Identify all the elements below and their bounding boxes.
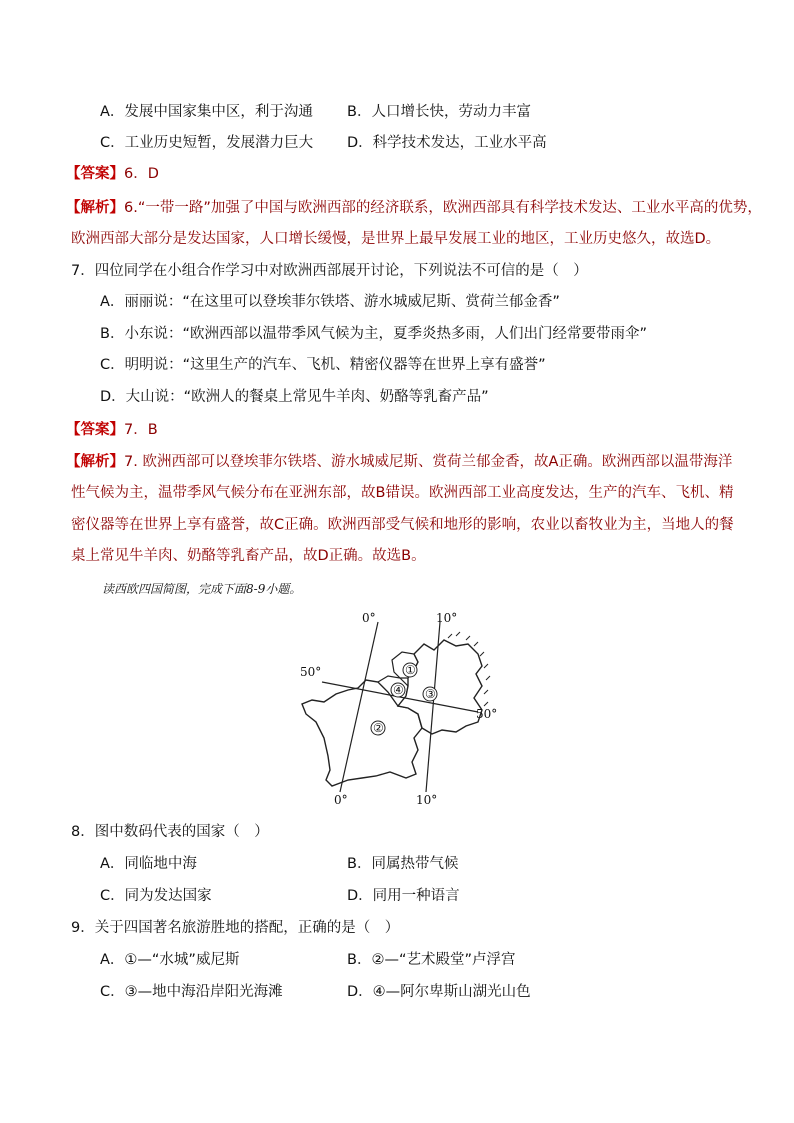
q9-option-d: D．④—阿尔卑斯山湖光山色 [347, 984, 531, 1000]
q6-option-c: C．工业历史短暂，发展潜力巨大 [100, 135, 314, 151]
q6-analysis-line1: 【解析】6.“一带一路”加强了中国与欧洲西部的经济联系，欧洲西部具有科学技术发达、工业水平高的优势， [66, 200, 762, 216]
q9-option-b: B．②—“艺术殿堂”卢浮宫 [347, 952, 516, 968]
answer-label: 【答案】 [66, 422, 124, 438]
q7-option-c: C．明明说：“这里生产的汽车、飞机、精密仪器等在世界上享有盛誉” [100, 357, 546, 373]
q7-stem: 7．四位同学在小组合作学习中对欧洲西部展开讨论，下列说法不可信的是（ ） [71, 263, 588, 279]
q8-option-b: B．同属热带气候 [347, 856, 459, 872]
lon-bottom-right: 10° [416, 793, 438, 807]
q7-option-d: D．大山说：“欧洲人的餐桌上常见牛羊肉、奶酪等乳畜产品” [100, 389, 489, 405]
lon-bottom-left: 0° [334, 793, 348, 807]
q7-answer [66, 420, 158, 440]
q9-option-a: A．①—“水城”威尼斯 [100, 952, 240, 968]
western-europe-map [296, 610, 500, 808]
q7-analysis-line3: 密仪器等在世界上享有盛誉，故C正确。欧洲西部受气候和地形的影响，农业以畜牧业为主，当地人的餐 [71, 517, 734, 533]
q7-analysis-line1: 【解析】7. 欧洲西部可以登埃菲尔铁塔、游水城威尼斯、赏荷兰郁金香，故A正确。欧洲西部以温带海洋 [66, 454, 733, 470]
lat-right: 50° [476, 707, 498, 721]
q8-stem: 8．图中数码代表的国家（ ） [71, 824, 269, 840]
q7-option-b: B．小东说：“欧洲西部以温带季风气候为主，夏季炎热多雨，人们出门经常要带雨伞” [100, 326, 647, 342]
q8-option-a: A．同临地中海 [100, 856, 197, 872]
lon-top-left: 0° [362, 611, 376, 625]
map-caption: 读西欧四国简图，完成下面8-9小题。 [102, 582, 302, 596]
q7-analysis-line2: 性气候为主，温带季风气候分布在亚洲东部，故B错误。欧洲西部工业高度发达，生产的汽车、飞机、精 [71, 485, 734, 501]
q7-option-a: A．丽丽说：“在这里可以登埃菲尔铁塔、游水城威尼斯、赏荷兰郁金香” [100, 294, 560, 310]
label-2: ② [373, 721, 384, 735]
label-3: ③ [425, 687, 436, 701]
analysis-label: 【解析】 [66, 454, 124, 470]
q9-option-c: C．③—地中海沿岸阳光海滩 [100, 984, 283, 1000]
analysis-label: 【解析】 [66, 200, 124, 216]
q6-answer [66, 164, 159, 184]
q8-option-c: C．同为发达国家 [100, 888, 212, 904]
lon-top-right: 10° [436, 611, 458, 625]
q8-option-d: D．同用一种语言 [347, 888, 460, 904]
q6-option-b: B．人口增长快，劳动力丰富 [347, 104, 531, 120]
q6-option-d: D．科学技术发达，工业水平高 [347, 135, 547, 151]
lat-left: 50° [300, 665, 322, 679]
answer-value: 7．B [124, 422, 158, 438]
q6-option-a: A．发展中国家集中区，利于沟通 [100, 104, 313, 120]
q6-analysis-line2: 欧洲西部大部分是发达国家，人口增长缓慢，是世界上最早发展工业的地区，工业历史悠久，故选D。 [71, 231, 721, 247]
answer-label: 【答案】 [66, 166, 124, 182]
label-4: ④ [393, 683, 404, 697]
label-1: ① [405, 663, 416, 677]
answer-value: 6．D [124, 166, 159, 182]
q7-analysis-line4: 桌上常见牛羊肉、奶酪等乳畜产品，故D正确。故选B。 [71, 548, 426, 564]
q9-stem: 9．关于四国著名旅游胜地的搭配，正确的是（ ） [71, 920, 400, 936]
